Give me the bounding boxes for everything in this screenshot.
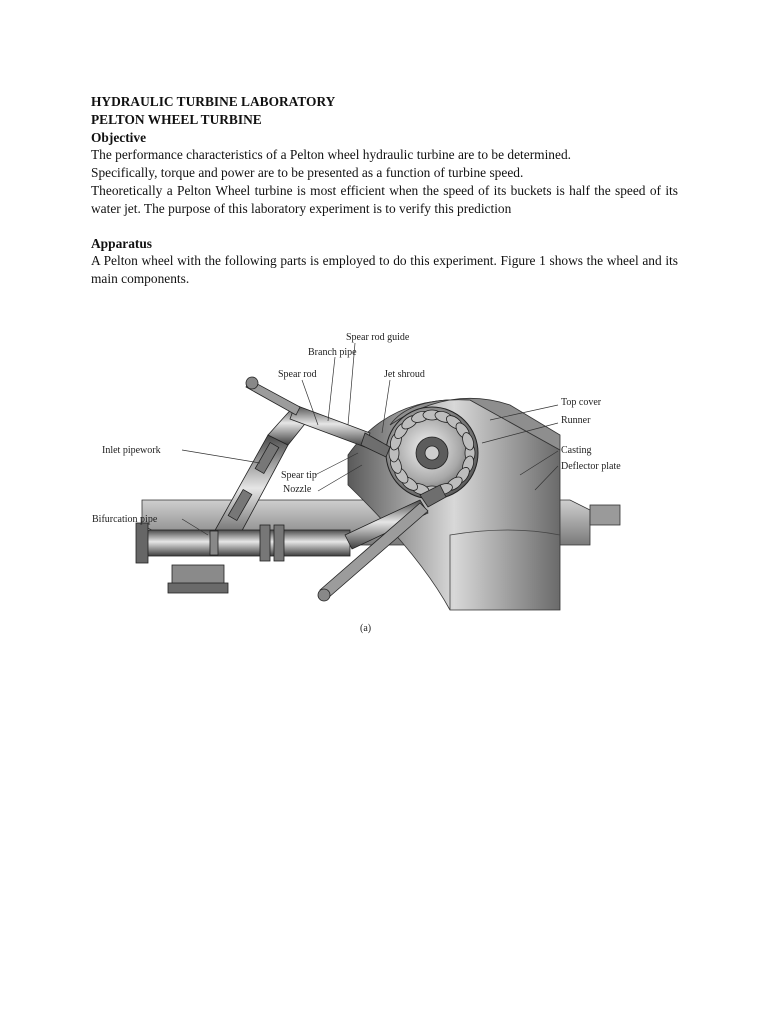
label-spear-rod-guide: Spear rod guide [346,332,410,343]
label-spear-rod: Spear rod [278,369,317,380]
document-body [91,93,678,288]
document-subtitle: PELTON WHEEL TURBINE [91,111,262,127]
pelton-wheel-figure [90,325,650,645]
apparatus-text: A Pelton wheel with the following parts is employed to do this experiment. Figure 1 shows the wheel and its main components. [91,253,678,287]
document-title: HYDRAULIC TURBINE LABORATORY [91,94,336,109]
label-bifurcation-pipe: Bifurcation pipe [92,514,158,525]
label-spear-tip: Spear tip [281,470,317,481]
objective-line: Specifically, torque and power are to be presented as a function of turbine speed. [91,165,524,181]
objective-heading: Objective [91,129,147,145]
label-top-cover: Top cover [561,397,602,408]
turbine-drawing [136,377,620,610]
objective-line: Theoretically a Pelton Wheel turbine is most efficient when the speed of its buckets is half the speed of its water jet. The purpose of this laboratory experiment is to verify this prediction [91,182,678,216]
objective-line: The performance characteristics of a Pelton wheel hydraulic turbine are to be determined. [91,147,571,163]
label-inlet-pipework: Inlet pipework [102,445,161,456]
figure-caption: (a) [360,623,372,634]
apparatus-heading: Apparatus [91,235,153,251]
label-runner: Runner [561,415,591,426]
runner-wheel [386,407,478,499]
horizontal-pipe [136,523,350,593]
label-casting: Casting [561,445,592,456]
label-deflector-plate: Deflector plate [561,461,621,472]
label-jet-shroud: Jet shroud [384,369,425,380]
label-branch-pipe: Branch pipe [308,347,357,358]
label-nozzle: Nozzle [283,484,312,495]
